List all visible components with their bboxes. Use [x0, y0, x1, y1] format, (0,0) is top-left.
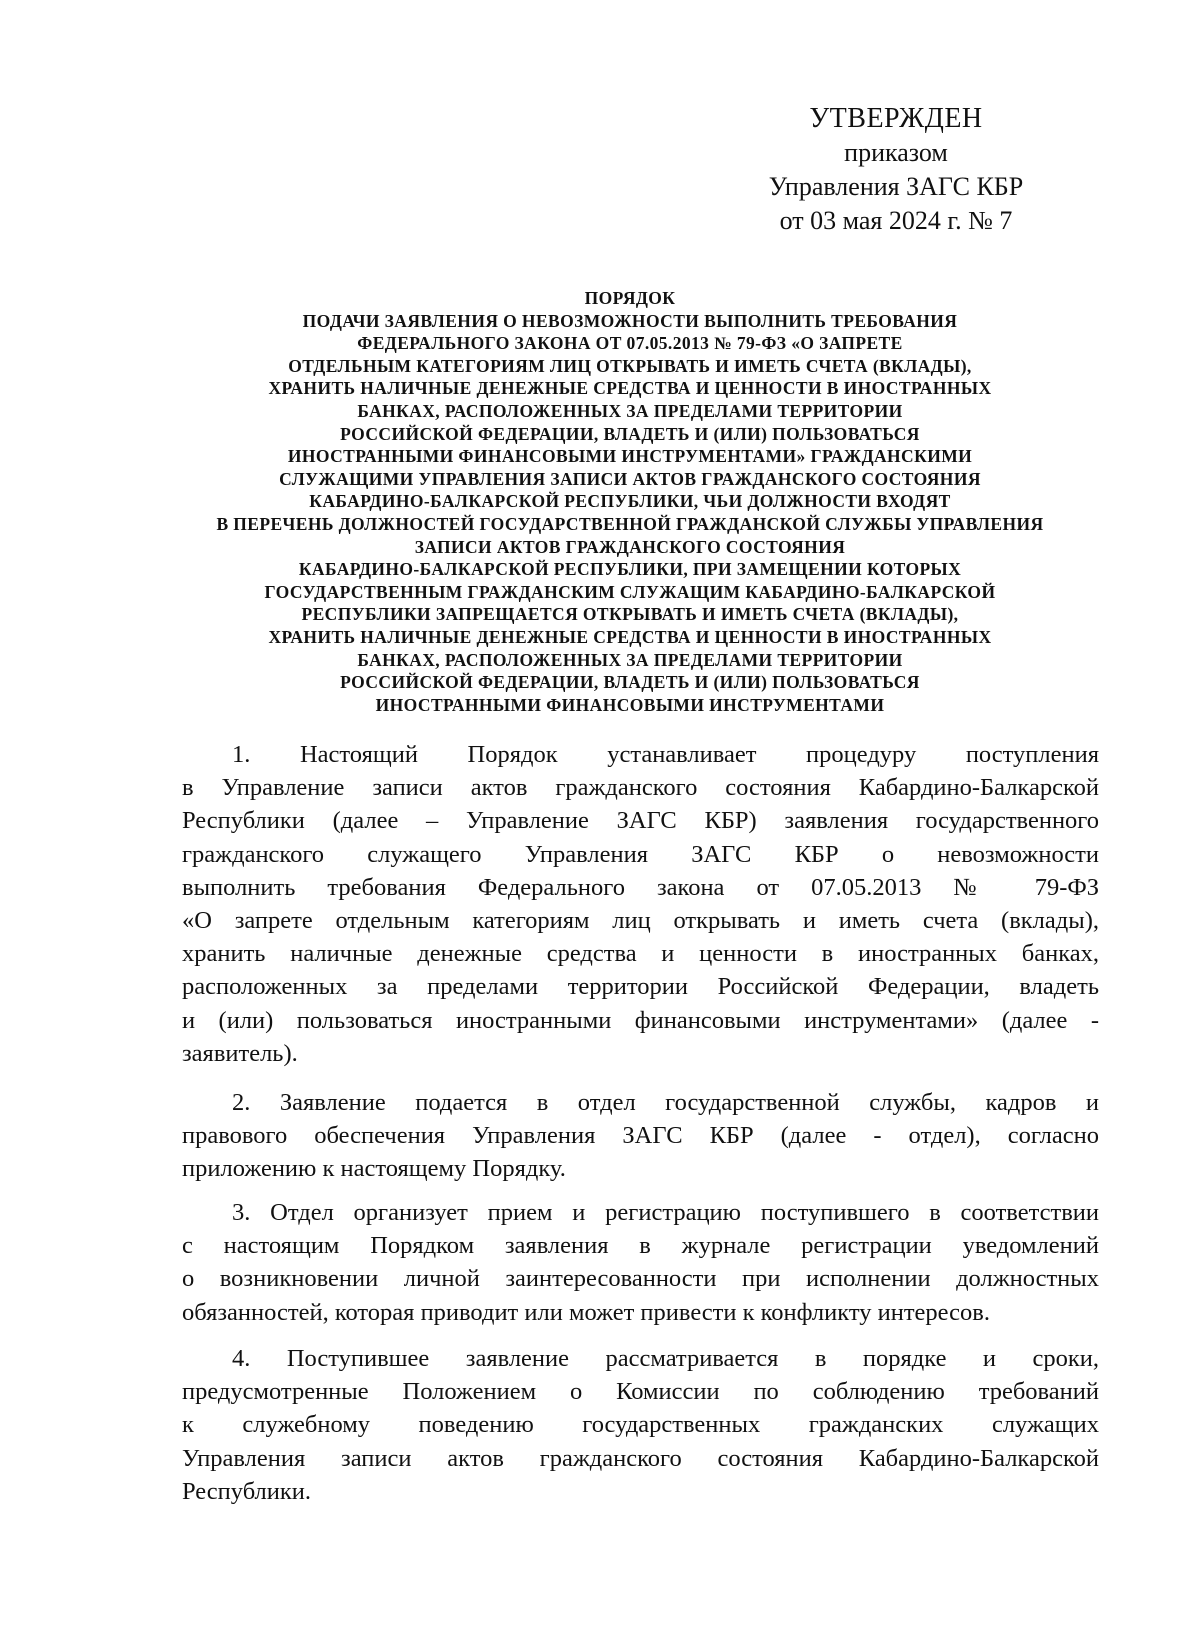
paragraph-line: с настоящим Порядком заявления в журнале регистрации уведомлений: [182, 1232, 1099, 1260]
heading-line: ХРАНИТЬ НАЛИЧНЫЕ ДЕНЕЖНЫЕ СРЕДСТВА И ЦЕННОСТИ В ИНОСТРАННЫХ: [268, 378, 992, 399]
heading-line: ГОСУДАРСТВЕННЫМ ГРАЖДАНСКИМ СЛУЖАЩИМ КАБАРДИНО-БАЛКАРСКОЙ: [264, 581, 996, 602]
paragraph-1: [182, 738, 1099, 1070]
paragraph-line: предусмотренные Положением о Комиссии по соблюдению требований: [182, 1378, 1099, 1406]
approval-line-order: приказом: [844, 138, 948, 167]
paragraph-line: заявитель).: [182, 1039, 298, 1067]
paragraph-line: к служебному поведению государственных гражданских служащих: [182, 1411, 1099, 1439]
paragraph-line: Республики.: [182, 1477, 312, 1505]
paragraph-line: 3. Отдел организует прием и регистрацию поступившего в соответствии: [232, 1199, 1099, 1226]
paragraph-line: правового обеспечения Управления ЗАГС КБР (далее - отдел), согласно: [182, 1122, 1099, 1150]
heading-line: ИНОСТРАННЫМИ ФИНАНСОВЫМИ ИНСТРУМЕНТАМИ» ГРАЖДАНСКИМИ: [287, 446, 973, 467]
paragraph-line: 2. Заявление подается в отдел государственной службы, кадров и: [232, 1089, 1099, 1116]
paragraph-line: 4. Поступившее заявление рассматривается в порядке и сроки,: [232, 1345, 1099, 1372]
heading-line: ПОДАЧИ ЗАЯВЛЕНИЯ О НЕВОЗМОЖНОСТИ ВЫПОЛНИТЬ ТРЕБОВАНИЯ: [302, 310, 958, 331]
paragraph-3: [182, 1196, 1099, 1329]
approval-line-authority: Управления ЗАГС КБР: [768, 172, 1024, 201]
heading-line: КАБАРДИНО-БАЛКАРСКОЙ РЕСПУБЛИКИ, ПРИ ЗАМЕЩЕНИИ КОТОРЫХ: [298, 559, 962, 580]
paragraph-line: расположенных за пределами территории Российской Федерации, владеть: [182, 973, 1099, 1001]
heading-line: БАНКАХ, РАСПОЛОЖЕННЫХ ЗА ПРЕДЕЛАМИ ТЕРРИТОРИИ: [357, 400, 903, 421]
paragraph-line: выполнить требования Федерального закона от 07.05.2013 № 79-ФЗ: [182, 873, 1099, 901]
heading-line: БАНКАХ, РАСПОЛОЖЕННЫХ ЗА ПРЕДЕЛАМИ ТЕРРИТОРИИ: [357, 649, 903, 670]
paragraph-line: хранить наличные денежные средства и ценности в иностранных банках,: [182, 940, 1099, 968]
heading-line: РОССИЙСКОЙ ФЕДЕРАЦИИ, ВЛАДЕТЬ И (ИЛИ) ПОЛЬЗОВАТЬСЯ: [340, 672, 920, 693]
approval-title: УТВЕРЖДЕН: [809, 103, 983, 134]
paragraph-2: [182, 1086, 1099, 1186]
heading-line: КАБАРДИНО-БАЛКАРСКОЙ РЕСПУБЛИКИ, ЧЬИ ДОЛЖНОСТИ ВХОДЯТ: [309, 491, 951, 512]
heading-line: ХРАНИТЬ НАЛИЧНЫЕ ДЕНЕЖНЫЕ СРЕДСТВА И ЦЕННОСТИ В ИНОСТРАННЫХ: [268, 626, 992, 647]
heading-line: РЕСПУБЛИКИ ЗАПРЕЩАЕТСЯ ОТКРЫВАТЬ И ИМЕТЬ СЧЕТА (ВКЛАДЫ),: [301, 604, 959, 625]
document-heading: [160, 287, 1100, 716]
heading-line: ИНОСТРАННЫМИ ФИНАНСОВЫМИ ИНСТРУМЕНТАМИ: [375, 694, 885, 715]
paragraph-line: приложению к настоящему Порядку.: [182, 1155, 566, 1183]
paragraph-line: о возникновении личной заинтересованности при исполнении должностных: [182, 1265, 1099, 1293]
approval-stamp: [746, 102, 1046, 238]
paragraph-line: и (или) пользоваться иностранными финансовыми инструментами» (далее -: [182, 1006, 1099, 1034]
heading-line: ПОРЯДОК: [584, 288, 676, 308]
paragraph-line: гражданского служащего Управления ЗАГС КБР о невозможности: [182, 840, 1099, 868]
heading-line: СЛУЖАЩИМИ УПРАВЛЕНИЯ ЗАПИСИ АКТОВ ГРАЖДАНСКОГО СОСТОЯНИЯ: [279, 468, 981, 489]
paragraph-line: Республики (далее – Управление ЗАГС КБР) заявления государственного: [182, 807, 1099, 835]
paragraph-line: обязанностей, которая приводит или может привести к конфликту интересов.: [182, 1298, 990, 1326]
paragraph-line: «О запрете отдельным категориям лиц открывать и иметь счета (вклады),: [182, 907, 1099, 935]
heading-line: В ПЕРЕЧЕНЬ ДОЛЖНОСТЕЙ ГОСУДАРСТВЕННОЙ ГРАЖДАНСКОЙ СЛУЖБЫ УПРАВЛЕНИЯ: [216, 513, 1044, 534]
paragraph-line: Управления записи актов гражданского состояния Кабардино-Балкарской: [182, 1444, 1099, 1472]
heading-line: ОТДЕЛЬНЫМ КАТЕГОРИЯМ ЛИЦ ОТКРЫВАТЬ И ИМЕТЬ СЧЕТА (ВКЛАДЫ),: [288, 355, 972, 376]
heading-line: ФЕДЕРАЛЬНОГО ЗАКОНА ОТ 07.05.2013 № 79-ФЗ «О ЗАПРЕТЕ: [357, 333, 903, 354]
approval-line-date: от 03 мая 2024 г. № 7: [779, 206, 1013, 235]
paragraph-4: [182, 1342, 1099, 1508]
heading-line: РОССИЙСКОЙ ФЕДЕРАЦИИ, ВЛАДЕТЬ И (ИЛИ) ПОЛЬЗОВАТЬСЯ: [340, 423, 920, 444]
heading-line: ЗАПИСИ АКТОВ ГРАЖДАНСКОГО СОСТОЯНИЯ: [414, 536, 846, 557]
paragraph-line: в Управление записи актов гражданского состояния Кабардино-Балкарской: [182, 774, 1099, 802]
paragraph-line: 1. Настоящий Порядок устанавливает процедуру поступления: [232, 741, 1099, 768]
